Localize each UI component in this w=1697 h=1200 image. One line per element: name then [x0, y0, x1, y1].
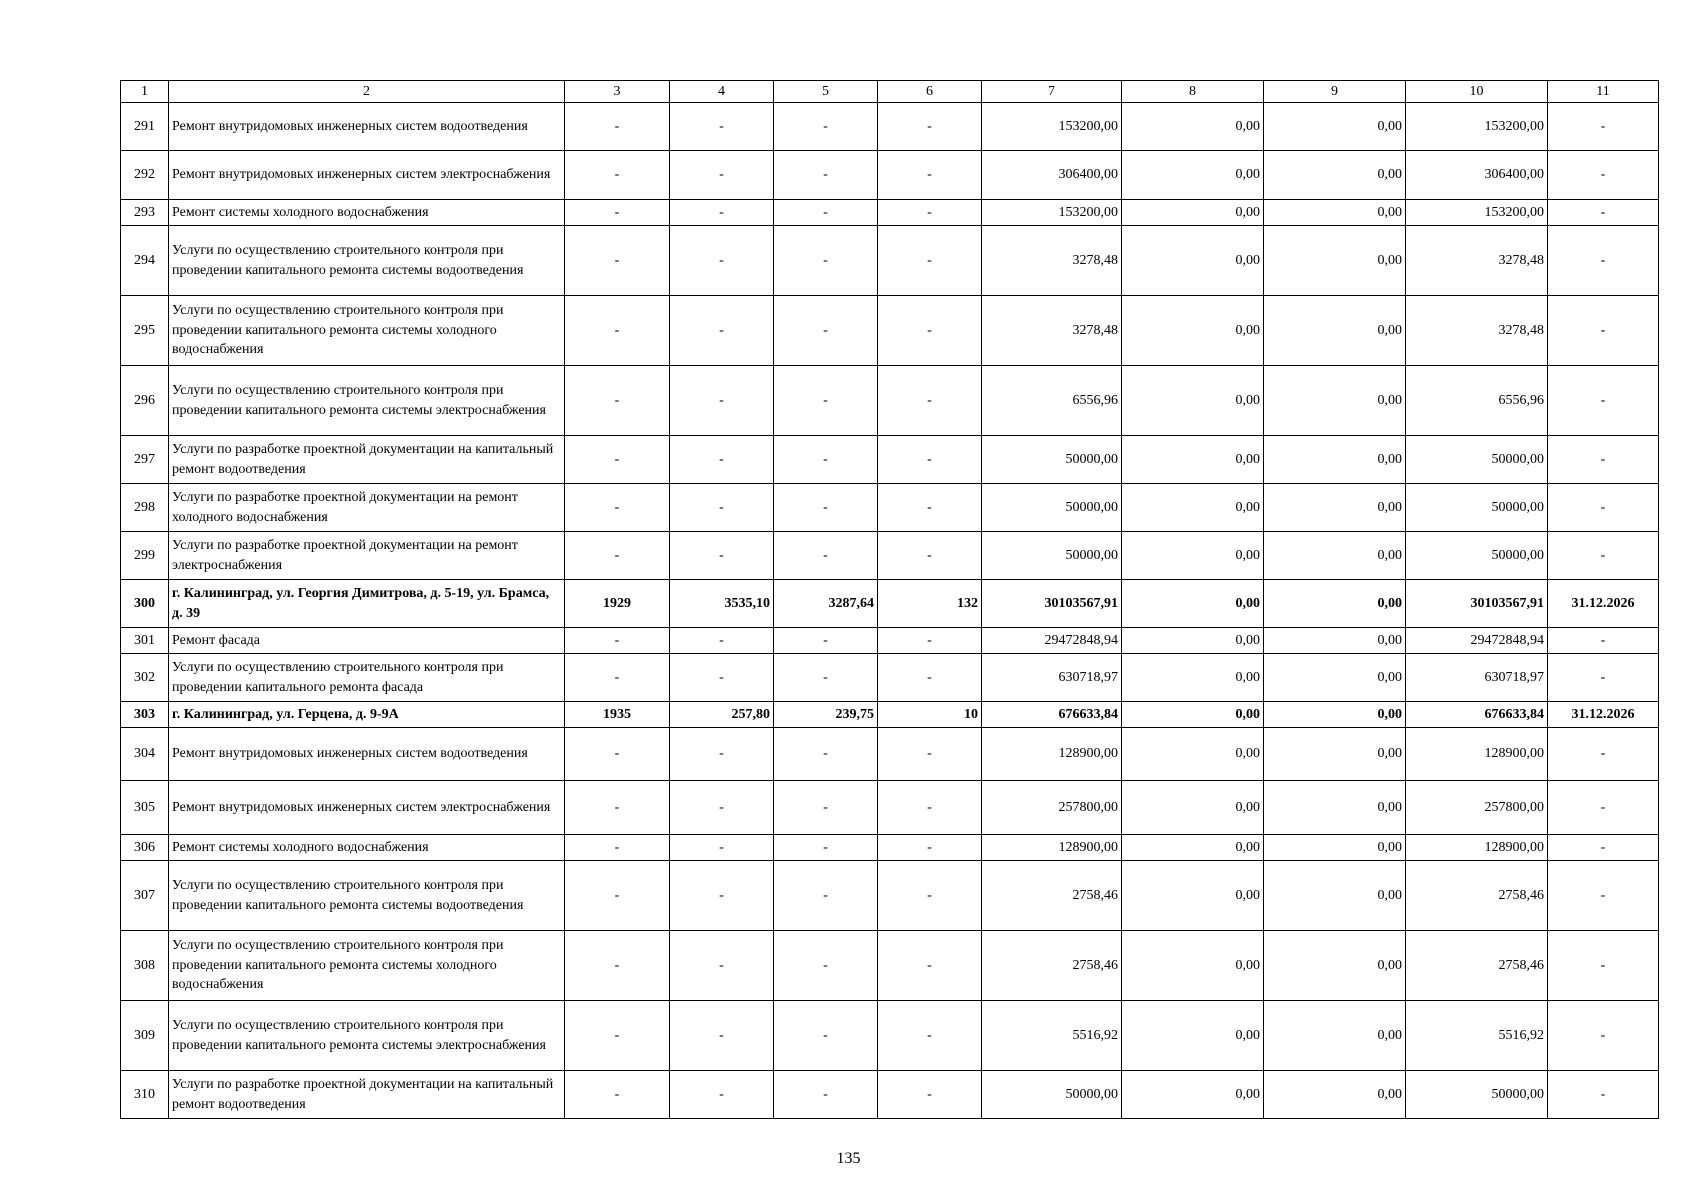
col-10-cell: 2758,46 [1406, 931, 1548, 1001]
col-6-cell: 10 [878, 702, 982, 728]
col-9-cell: 0,00 [1264, 151, 1406, 200]
col-7-cell: 6556,96 [982, 366, 1122, 436]
col-8-cell: 0,00 [1122, 861, 1264, 931]
col-6-cell: - [878, 628, 982, 654]
col-5-cell: - [774, 835, 878, 861]
col-6-cell: - [878, 103, 982, 151]
col-7-cell: 676633,84 [982, 702, 1122, 728]
row-number-cell: 294 [121, 226, 169, 296]
col-11-cell: - [1548, 781, 1659, 835]
col-6-cell: - [878, 835, 982, 861]
col-3-cell: - [565, 835, 670, 861]
col-6-cell: - [878, 151, 982, 200]
col-7-cell: 153200,00 [982, 103, 1122, 151]
col-4-cell: - [670, 628, 774, 654]
col-9-cell: 0,00 [1264, 835, 1406, 861]
page-number: 135 [836, 1150, 861, 1167]
col-7-cell: 50000,00 [982, 484, 1122, 532]
col-10-cell: 2758,46 [1406, 861, 1548, 931]
col-7-cell: 50000,00 [982, 1071, 1122, 1119]
col-10-cell: 153200,00 [1406, 200, 1548, 226]
col-3-cell: - [565, 436, 670, 484]
table-row [121, 366, 1659, 436]
col-7-cell: 29472848,94 [982, 628, 1122, 654]
col-4-cell: - [670, 200, 774, 226]
col-9-cell: 0,00 [1264, 484, 1406, 532]
work-name-cell: Ремонт системы холодного водоснабжения [169, 835, 565, 861]
col-9-cell: 0,00 [1264, 728, 1406, 781]
table-row [121, 702, 1659, 728]
col-9-cell: 0,00 [1264, 296, 1406, 366]
table-row [121, 1001, 1659, 1071]
col-5-cell: - [774, 226, 878, 296]
col-3-cell: 1929 [565, 580, 670, 628]
col-8-cell: 0,00 [1122, 226, 1264, 296]
column-number-header-row [121, 81, 1659, 103]
row-number-cell: 307 [121, 861, 169, 931]
col-11-cell: - [1548, 654, 1659, 702]
row-number-cell: 310 [121, 1071, 169, 1119]
col-9-cell: 0,00 [1264, 436, 1406, 484]
col-9-cell: 0,00 [1264, 861, 1406, 931]
col-10-cell: 3278,48 [1406, 226, 1548, 296]
col-9-cell: 0,00 [1264, 1001, 1406, 1071]
col-9-cell: 0,00 [1264, 200, 1406, 226]
work-name-cell: Услуги по осуществлению строительного контроля при проведении капитального ремонта системы водоотведения [169, 226, 565, 296]
col-7-cell: 50000,00 [982, 436, 1122, 484]
col-8-cell: 0,00 [1122, 151, 1264, 200]
col-11-cell: - [1548, 861, 1659, 931]
col-8-cell: 0,00 [1122, 103, 1264, 151]
col-9-cell: 0,00 [1264, 628, 1406, 654]
col-11-cell: - [1548, 103, 1659, 151]
work-name-cell: Ремонт внутридомовых инженерных систем электроснабжения [169, 151, 565, 200]
col-9-cell: 0,00 [1264, 1071, 1406, 1119]
col-11-cell: - [1548, 436, 1659, 484]
col-5-cell: 239,75 [774, 702, 878, 728]
col-9-cell: 0,00 [1264, 931, 1406, 1001]
table-row [121, 532, 1659, 580]
work-name-cell: Услуги по осуществлению строительного контроля при проведении капитального ремонта фасада [169, 654, 565, 702]
work-name-cell: г. Калининград, ул. Георгия Димитрова, д. 5-19, ул. Брамса, д. 39 [169, 580, 565, 628]
col-6-cell: - [878, 226, 982, 296]
col-7-cell: 5516,92 [982, 1001, 1122, 1071]
col-7-cell: 630718,97 [982, 654, 1122, 702]
col-7-cell: 128900,00 [982, 835, 1122, 861]
table-row [121, 484, 1659, 532]
col-9-cell: 0,00 [1264, 654, 1406, 702]
col-9-cell: 0,00 [1264, 781, 1406, 835]
col-10-cell: 257800,00 [1406, 781, 1548, 835]
work-name-cell: Ремонт фасада [169, 628, 565, 654]
col-6-cell: - [878, 861, 982, 931]
col-5-cell: - [774, 1071, 878, 1119]
row-number-cell: 305 [121, 781, 169, 835]
col-11-cell: - [1548, 200, 1659, 226]
col-4-cell: - [670, 861, 774, 931]
work-name-cell: Услуги по осуществлению строительного контроля при проведении капитального ремонта системы холодного водоснабжения [169, 931, 565, 1001]
col-8-cell: 0,00 [1122, 728, 1264, 781]
col-7-cell: 153200,00 [982, 200, 1122, 226]
col-3-cell: - [565, 200, 670, 226]
col-8-cell: 0,00 [1122, 702, 1264, 728]
work-name-cell: Ремонт внутридомовых инженерных систем электроснабжения [169, 781, 565, 835]
col-7-cell: 128900,00 [982, 728, 1122, 781]
col-10-cell: 50000,00 [1406, 1071, 1548, 1119]
table-row [121, 1071, 1659, 1119]
col-5-cell: - [774, 103, 878, 151]
col-6-cell: - [878, 1001, 982, 1071]
col-3-cell: - [565, 1001, 670, 1071]
table-row [121, 103, 1659, 151]
col-8-cell: 0,00 [1122, 781, 1264, 835]
col-4-cell: - [670, 532, 774, 580]
col-8-cell: 0,00 [1122, 931, 1264, 1001]
row-number-cell: 295 [121, 296, 169, 366]
work-name-cell: Услуги по разработке проектной документации на ремонт холодного водоснабжения [169, 484, 565, 532]
work-name-cell: Услуги по осуществлению строительного контроля при проведении капитального ремонта системы водоотведения [169, 861, 565, 931]
table-row [121, 781, 1659, 835]
col-4-cell: - [670, 103, 774, 151]
row-number-cell: 292 [121, 151, 169, 200]
col-11-cell: 31.12.2026 [1548, 702, 1659, 728]
col-11-cell: - [1548, 484, 1659, 532]
col-8-cell: 0,00 [1122, 654, 1264, 702]
col-9-cell: 0,00 [1264, 580, 1406, 628]
col-6-cell: - [878, 366, 982, 436]
work-name-cell: Услуги по осуществлению строительного контроля при проведении капитального ремонта системы электроснабжения [169, 1001, 565, 1071]
col-3-cell: - [565, 728, 670, 781]
work-name-cell: г. Калининград, ул. Герцена, д. 9-9А [169, 702, 565, 728]
col-10-cell: 50000,00 [1406, 484, 1548, 532]
col-6-cell: - [878, 1071, 982, 1119]
col-6-cell: - [878, 436, 982, 484]
col-4-cell: - [670, 226, 774, 296]
col-4-cell: - [670, 366, 774, 436]
col-7-cell: 3278,48 [982, 226, 1122, 296]
column-number-header: 7 [982, 81, 1122, 103]
col-5-cell: - [774, 728, 878, 781]
col-4-cell: - [670, 436, 774, 484]
col-5-cell: - [774, 484, 878, 532]
work-name-cell: Услуги по осуществлению строительного контроля при проведении капитального ремонта системы электроснабжения [169, 366, 565, 436]
col-11-cell: - [1548, 835, 1659, 861]
col-5-cell: - [774, 781, 878, 835]
work-name-cell: Ремонт внутридомовых инженерных систем водоотведения [169, 103, 565, 151]
work-name-cell: Услуги по разработке проектной документации на капитальный ремонт водоотведения [169, 436, 565, 484]
col-5-cell: - [774, 436, 878, 484]
col-6-cell: - [878, 200, 982, 226]
col-5-cell: 3287,64 [774, 580, 878, 628]
col-6-cell: - [878, 781, 982, 835]
capital-repair-table [120, 80, 1659, 1119]
col-9-cell: 0,00 [1264, 702, 1406, 728]
col-7-cell: 257800,00 [982, 781, 1122, 835]
table-row [121, 580, 1659, 628]
col-5-cell: - [774, 654, 878, 702]
col-9-cell: 0,00 [1264, 366, 1406, 436]
col-10-cell: 153200,00 [1406, 103, 1548, 151]
col-11-cell: - [1548, 296, 1659, 366]
work-name-cell: Услуги по разработке проектной документации на ремонт электроснабжения [169, 532, 565, 580]
col-3-cell: - [565, 781, 670, 835]
col-3-cell: - [565, 931, 670, 1001]
col-9-cell: 0,00 [1264, 103, 1406, 151]
col-11-cell: - [1548, 1001, 1659, 1071]
col-6-cell: 132 [878, 580, 982, 628]
col-11-cell: - [1548, 532, 1659, 580]
column-number-header: 5 [774, 81, 878, 103]
col-7-cell: 50000,00 [982, 532, 1122, 580]
col-4-cell: - [670, 1001, 774, 1071]
row-number-cell: 293 [121, 200, 169, 226]
col-5-cell: - [774, 1001, 878, 1071]
col-9-cell: 0,00 [1264, 226, 1406, 296]
row-number-cell: 309 [121, 1001, 169, 1071]
col-6-cell: - [878, 296, 982, 366]
col-7-cell: 2758,46 [982, 931, 1122, 1001]
col-11-cell: - [1548, 628, 1659, 654]
col-7-cell: 2758,46 [982, 861, 1122, 931]
col-8-cell: 0,00 [1122, 628, 1264, 654]
column-number-header: 10 [1406, 81, 1548, 103]
row-number-cell: 296 [121, 366, 169, 436]
col-9-cell: 0,00 [1264, 532, 1406, 580]
col-8-cell: 0,00 [1122, 366, 1264, 436]
col-4-cell: - [670, 1071, 774, 1119]
col-8-cell: 0,00 [1122, 1071, 1264, 1119]
col-8-cell: 0,00 [1122, 835, 1264, 861]
col-8-cell: 0,00 [1122, 580, 1264, 628]
row-number-cell: 297 [121, 436, 169, 484]
col-6-cell: - [878, 532, 982, 580]
table-row [121, 628, 1659, 654]
col-6-cell: - [878, 654, 982, 702]
column-number-header: 6 [878, 81, 982, 103]
col-8-cell: 0,00 [1122, 200, 1264, 226]
row-number-cell: 298 [121, 484, 169, 532]
row-number-cell: 291 [121, 103, 169, 151]
row-number-cell: 299 [121, 532, 169, 580]
row-number-cell: 304 [121, 728, 169, 781]
col-11-cell: - [1548, 728, 1659, 781]
col-7-cell: 3278,48 [982, 296, 1122, 366]
col-4-cell: - [670, 728, 774, 781]
col-8-cell: 0,00 [1122, 296, 1264, 366]
col-8-cell: 0,00 [1122, 484, 1264, 532]
col-8-cell: 0,00 [1122, 436, 1264, 484]
work-name-cell: Услуги по осуществлению строительного контроля при проведении капитального ремонта системы холодного водоснабжения [169, 296, 565, 366]
col-5-cell: - [774, 200, 878, 226]
col-6-cell: - [878, 931, 982, 1001]
work-name-cell: Ремонт системы холодного водоснабжения [169, 200, 565, 226]
col-5-cell: - [774, 366, 878, 436]
col-7-cell: 30103567,91 [982, 580, 1122, 628]
column-number-header: 8 [1122, 81, 1264, 103]
col-3-cell: - [565, 532, 670, 580]
col-10-cell: 128900,00 [1406, 728, 1548, 781]
col-3-cell: - [565, 628, 670, 654]
table-row [121, 654, 1659, 702]
column-number-header: 3 [565, 81, 670, 103]
col-3-cell: - [565, 861, 670, 931]
col-4-cell: - [670, 931, 774, 1001]
col-3-cell: - [565, 296, 670, 366]
table-row [121, 861, 1659, 931]
col-10-cell: 128900,00 [1406, 835, 1548, 861]
col-10-cell: 3278,48 [1406, 296, 1548, 366]
table-row [121, 931, 1659, 1001]
col-10-cell: 6556,96 [1406, 366, 1548, 436]
col-3-cell: - [565, 366, 670, 436]
col-10-cell: 306400,00 [1406, 151, 1548, 200]
table-row [121, 436, 1659, 484]
col-4-cell: - [670, 151, 774, 200]
col-3-cell: - [565, 103, 670, 151]
col-3-cell: - [565, 654, 670, 702]
table-body [121, 81, 1659, 1119]
col-6-cell: - [878, 728, 982, 781]
table-row [121, 728, 1659, 781]
col-6-cell: - [878, 484, 982, 532]
col-5-cell: - [774, 861, 878, 931]
col-11-cell: - [1548, 226, 1659, 296]
table-row [121, 296, 1659, 366]
col-10-cell: 29472848,94 [1406, 628, 1548, 654]
col-11-cell: - [1548, 366, 1659, 436]
col-4-cell: - [670, 654, 774, 702]
col-10-cell: 50000,00 [1406, 436, 1548, 484]
col-3-cell: 1935 [565, 702, 670, 728]
col-11-cell: - [1548, 931, 1659, 1001]
col-4-cell: - [670, 484, 774, 532]
col-10-cell: 630718,97 [1406, 654, 1548, 702]
col-10-cell: 50000,00 [1406, 532, 1548, 580]
col-4-cell: 257,80 [670, 702, 774, 728]
col-8-cell: 0,00 [1122, 1001, 1264, 1071]
row-number-cell: 301 [121, 628, 169, 654]
table-row [121, 151, 1659, 200]
col-4-cell: 3535,10 [670, 580, 774, 628]
col-8-cell: 0,00 [1122, 532, 1264, 580]
column-number-header: 11 [1548, 81, 1659, 103]
column-number-header: 1 [121, 81, 169, 103]
col-5-cell: - [774, 931, 878, 1001]
col-4-cell: - [670, 781, 774, 835]
col-11-cell: - [1548, 151, 1659, 200]
col-5-cell: - [774, 296, 878, 366]
col-3-cell: - [565, 151, 670, 200]
column-number-header: 9 [1264, 81, 1406, 103]
col-11-cell: 31.12.2026 [1548, 580, 1659, 628]
col-7-cell: 306400,00 [982, 151, 1122, 200]
col-10-cell: 30103567,91 [1406, 580, 1548, 628]
table-row [121, 200, 1659, 226]
col-3-cell: - [565, 484, 670, 532]
col-11-cell: - [1548, 1071, 1659, 1119]
col-3-cell: - [565, 226, 670, 296]
table-row [121, 835, 1659, 861]
col-10-cell: 5516,92 [1406, 1001, 1548, 1071]
col-5-cell: - [774, 628, 878, 654]
col-4-cell: - [670, 296, 774, 366]
col-5-cell: - [774, 532, 878, 580]
row-number-cell: 303 [121, 702, 169, 728]
col-10-cell: 676633,84 [1406, 702, 1548, 728]
column-number-header: 2 [169, 81, 565, 103]
work-name-cell: Ремонт внутридомовых инженерных систем водоотведения [169, 728, 565, 781]
col-4-cell: - [670, 835, 774, 861]
row-number-cell: 302 [121, 654, 169, 702]
row-number-cell: 306 [121, 835, 169, 861]
row-number-cell: 308 [121, 931, 169, 1001]
document-sheet [120, 80, 1658, 1119]
col-5-cell: - [774, 151, 878, 200]
table-row [121, 226, 1659, 296]
row-number-cell: 300 [121, 580, 169, 628]
column-number-header: 4 [670, 81, 774, 103]
work-name-cell: Услуги по разработке проектной документации на капитальный ремонт водоотведения [169, 1071, 565, 1119]
col-3-cell: - [565, 1071, 670, 1119]
